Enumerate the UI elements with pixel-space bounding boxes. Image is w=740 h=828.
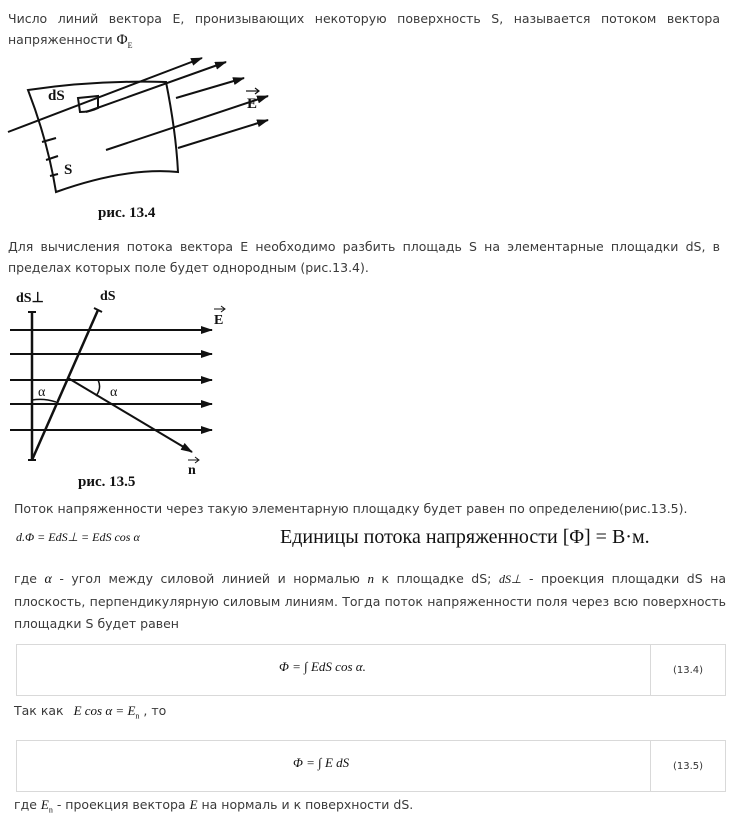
intro-text: Число линий вектора E, пронизывающих некоторую поверхность S, называется потоком вектора напряженности [8, 11, 720, 47]
fig2-label-ds: dS [100, 289, 116, 304]
ecos-formula: E $\cos \alpha = E_n$ [73, 703, 140, 721]
en-symbol: $E_n$ [40, 797, 53, 815]
fig1-label-ds: dS [48, 88, 65, 104]
flux-formula: d.Φ = EdS⊥ = EdS cos α [16, 530, 140, 544]
equation-13-5 [16, 740, 726, 792]
fig2-label-alpha1: α [38, 385, 46, 400]
fig1-label-e: E [247, 96, 258, 112]
fig2-label-dsperp: dS⊥ [16, 291, 44, 306]
equation-13-5-formula: Φ = ∫ E dS [293, 755, 350, 770]
paragraph-3: Поток напряженности через такую элементарную площадку будет равен по определению(рис.13.5). [14, 501, 688, 516]
intro-paragraph [8, 8, 720, 56]
paragraph-5: Так как E $\cos \alpha = E_n$ , то [14, 703, 167, 721]
equation-13-4-formula: Φ = ∫ EdS cos α. [279, 659, 366, 674]
equation-13-4-number: (13.4) [672, 664, 704, 676]
field-line-5 [178, 120, 268, 148]
fig2-label-e: E [214, 313, 224, 328]
dsperp-symbol: dS⊥ [498, 572, 522, 586]
fig2-label-n: n [188, 463, 196, 474]
field-line-3 [176, 78, 244, 98]
paragraph-2: Для вычисления потока вектора E необходимо разбить площадь S на элементарные площадки dS, в пределах которых поле будет однородным (рис.13.4). [8, 239, 720, 275]
normal-vector [68, 378, 192, 452]
units-text: Единицы потока напряженности [Φ] = В·м. [280, 526, 650, 548]
alpha-symbol: α [44, 572, 52, 587]
normal-symbol: n [367, 571, 374, 586]
paragraph-4: где α - угол между силовой линией и нормалью n к площадке dS; dS⊥ - проекция площадки dS на плоскость, перпендикулярную силовым линиям. Тогда поток напряженности поля через всю поверхность площадки S будет равен [14, 571, 726, 631]
angle-arc-2 [96, 380, 100, 396]
caption-fig-13-4: рис. 13.4 [98, 205, 156, 221]
e-vector-symbol: E [189, 797, 198, 812]
paragraph-6: где $E_n$ - проекция вектора E на нормаль и к поверхности dS. [14, 797, 414, 815]
figure-13-4 [6, 52, 276, 227]
equation-13-4 [16, 644, 726, 696]
equation-13-5-number: (13.5) [672, 760, 704, 772]
fig2-label-alpha2: α [110, 385, 118, 400]
caption-fig-13-5: рис. 13.5 [78, 474, 136, 490]
phi-symbol: $\Phi_E$ [116, 32, 133, 50]
figure-13-5 [6, 284, 236, 474]
fig1-label-s: S [64, 162, 73, 178]
